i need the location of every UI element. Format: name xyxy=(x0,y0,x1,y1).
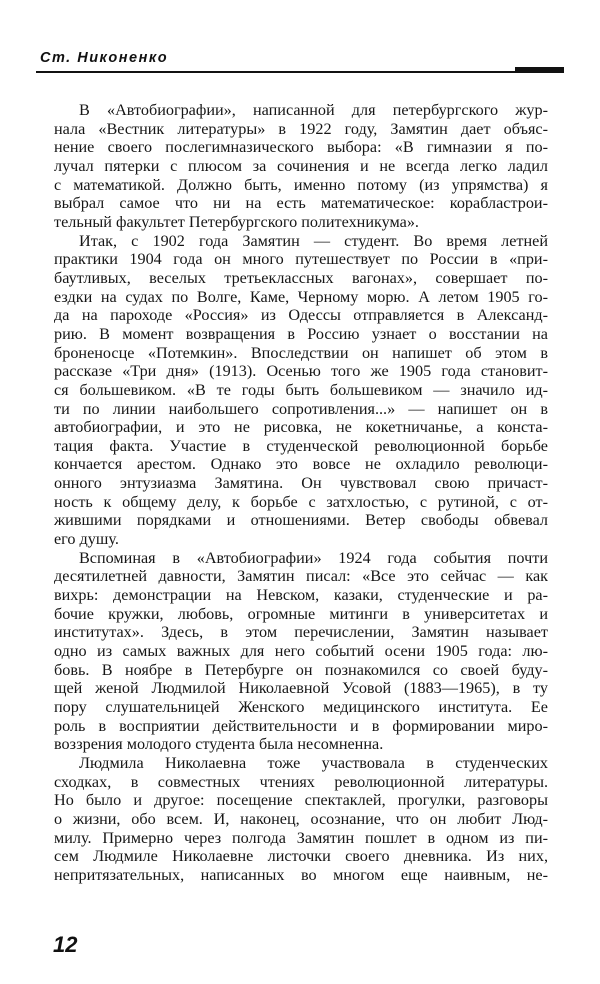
text-line: жившими порядками и отношениями. Ветер свободы обвевал xyxy=(54,511,548,530)
text-line: кончается арестом. Однако это вовсе не охладило революци- xyxy=(54,455,548,474)
text-line: одно из самых важных для него событий осени 1905 года: лю- xyxy=(54,642,548,661)
text-line: онного энтузиазма Замятина. Он чувствовал свою причаст- xyxy=(54,474,548,493)
text-line: милу. Примерно через полгода Замятин пошлет в одном из пи- xyxy=(54,828,548,847)
text-line: рассказе «Три дня» (1913). Осенью того же 1905 года становит- xyxy=(54,362,548,381)
running-head-author: Ст. Никоненко xyxy=(40,50,169,66)
text-line: ность к общему делу, к борьбе с затхлостью, с рутиной, с от- xyxy=(54,492,548,511)
text-line: ездки на судах по Волге, Каме, Черному морю. А летом 1905 го- xyxy=(54,287,548,306)
paragraph xyxy=(54,101,548,232)
text-line: Итак, с 1902 года Замятин — студент. Во время летней xyxy=(79,231,548,250)
text-line: вихрь: демонстрации на Невском, казаки, студенческие и ра- xyxy=(54,586,548,605)
text-line: Вспоминая в «Автобиографии» 1924 года события почти xyxy=(79,548,548,567)
text-line: его душу. xyxy=(54,530,119,549)
text-line: сходках, в совместных чтениях революционной литературы. xyxy=(54,772,548,791)
text-line: да на пароходе «Россия» из Одессы отправляется в Александ- xyxy=(54,306,548,325)
header-rule-accent xyxy=(515,67,564,71)
text-line: непритязательных, написанных во многом еще наивным, не- xyxy=(54,865,548,884)
text-line: ся большевиком. «В те годы быть большевиком — значило ид- xyxy=(54,380,548,399)
page-number: 12 xyxy=(53,932,78,957)
text-line: практики 1904 года он много путешествует по России в «при- xyxy=(54,250,548,269)
text-line: выбрал самое что ни на есть математическое: корабластрои- xyxy=(54,194,548,213)
text-line: бочие кружки, любовь, огромные митинги в университетах и xyxy=(54,604,548,623)
text-line: В «Автобиографии», написанной для петербургского жур- xyxy=(79,101,548,119)
text-line: институтах». Здесь, в этом перечислении, Замятин называет xyxy=(54,623,548,642)
text-line: ти по линии наибольшего сопротивления...» — напишет он в xyxy=(54,399,548,418)
text-line: лучал пятерки с плюсом за сочинения и не всегда легко ладил xyxy=(54,156,548,175)
text-line: рию. В момент возвращения в Россию узнает о восстании на xyxy=(54,324,548,343)
header-rule xyxy=(36,71,564,73)
text-line: баутливых, веселых третьеклассных вагонах», совершает по- xyxy=(54,268,548,287)
text-line: о жизни, обо всем. И, наконец, осознание, что он любит Люд- xyxy=(54,809,548,828)
paragraph xyxy=(54,232,548,549)
text-line: Но было и другое: посещение спектаклей, прогулки, разговоры xyxy=(54,791,548,810)
text-line: тельный факультет Петербургского политехникума». xyxy=(54,212,419,231)
body-text xyxy=(54,101,548,885)
text-line: десятилетней давности, Замятин писал: «Все это сейчас — как xyxy=(54,567,548,586)
text-line: тация факта. Участие в студенческой революционной борьбе xyxy=(54,436,548,455)
text-line: пору слушательницей Женского медицинского института. Ее xyxy=(54,698,548,716)
text-line: автобиографии, и это не рисовка, не кокетничанье, а конста- xyxy=(54,418,548,437)
text-line: броненосце «Потемкин». Впоследствии он напишет об этом в xyxy=(54,343,548,362)
text-line: бовь. В ноябре в Петербурге он познакомился со своей буду- xyxy=(54,660,548,679)
text-line: сем Людмиле Николаевне листочки своего дневника. Из них, xyxy=(54,847,548,866)
text-line: нала «Вестник литературы» в 1922 году, Замятин дает объяс- xyxy=(54,119,548,138)
text-line: щей женой Людмилой Николаевной Усовой (1883—1965), в ту xyxy=(54,679,548,698)
paragraph xyxy=(54,754,548,885)
text-line: с математикой. Должно быть, именно потому (из упрямства) я xyxy=(54,175,548,194)
text-line: воззрения молодого студента была несомненна. xyxy=(54,735,384,754)
paragraph xyxy=(54,549,548,754)
text-line: роль в восприятии действительности и в формировании миро- xyxy=(54,716,548,735)
text-line: нение своего послегимназического выбора: «В гимназии я по- xyxy=(54,138,548,157)
text-line: Людмила Николаевна тоже участвовала в студенческих xyxy=(79,753,548,772)
